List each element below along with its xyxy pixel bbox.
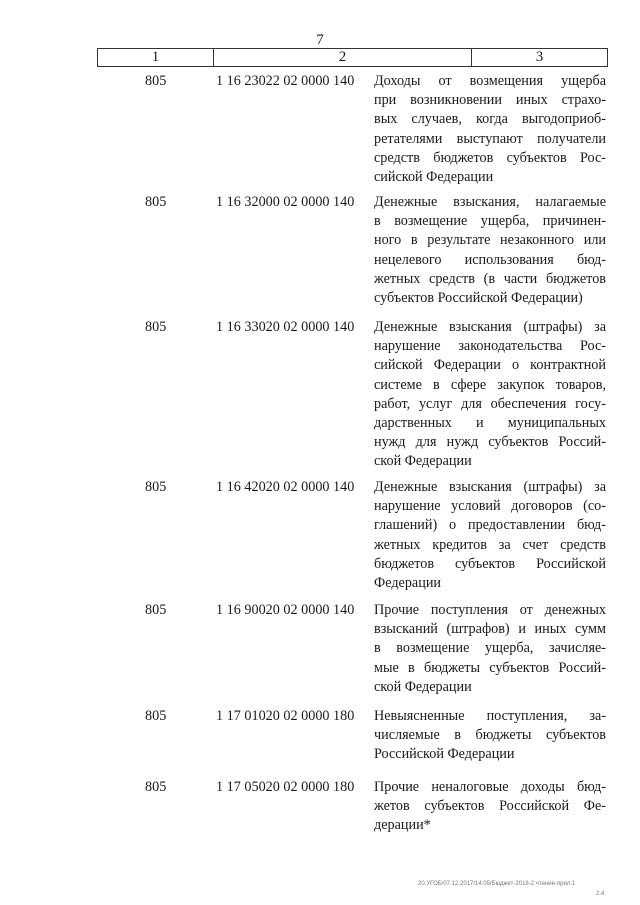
income-description [374, 478, 606, 593]
description-line: мые в бюджеты субъектов Россий- [374, 659, 606, 676]
description-line: жетных кредитов за счет средств [374, 536, 606, 553]
budget-classification-code: 1 17 05020 02 0000 180 [216, 779, 355, 795]
admin-code: 805 [145, 779, 167, 795]
description-line: жетных средств (в части бюджетов [374, 270, 606, 287]
description-line: средств бюджетов субъектов Рос- [374, 149, 606, 166]
description-line: сийской Федерации [374, 169, 494, 186]
description-line: ного в результате незаконного или [374, 232, 606, 249]
description-line: Прочие поступления от денежных [374, 602, 606, 618]
description-line: числяемые в бюджеты субъектов [374, 727, 606, 744]
table-header [97, 48, 608, 67]
description-line: нецелевого использования бюд- [374, 251, 606, 268]
description-line: работ, услуг для обеспечения госу- [374, 395, 606, 412]
description-line: Доходы от возмещения ущерба [374, 73, 606, 89]
income-description [374, 72, 606, 187]
description-line: в возмещение ущерба, причинен- [374, 213, 606, 230]
description-line: Денежные взыскания (штрафы) за [374, 319, 606, 335]
budget-classification-code: 1 16 33020 02 0000 140 [216, 319, 355, 335]
description-line: вых случаев, когда выгодоприоб- [374, 111, 606, 128]
budget-classification-code: 1 16 23022 02 0000 140 [216, 73, 355, 89]
description-line: Денежные взыскания (штрафы) за [374, 479, 606, 495]
admin-code: 805 [145, 602, 167, 618]
description-line: взысканий (штрафов) и иных сумм [374, 621, 606, 638]
description-line: нарушение условий договоров (со- [374, 498, 606, 515]
description-line: дерации* [374, 817, 431, 834]
budget-classification-code: 1 17 01020 02 0000 180 [216, 708, 355, 724]
page-number: 7 [316, 32, 324, 48]
description-line: нарушение законодательства Рос- [374, 338, 606, 355]
description-line: ской Федерации [374, 453, 472, 470]
description-line: дарственных и муниципальных [374, 415, 606, 432]
description-line: при возникновении иных страхо- [374, 92, 606, 109]
description-line: сийской Федерации о контрактной [374, 357, 606, 374]
header-col-3: 3 [535, 49, 544, 65]
description-line: Денежные взыскания, налагаемые [374, 194, 606, 210]
header-col-1: 1 [98, 49, 214, 66]
admin-code: 805 [145, 194, 167, 210]
description-line: нужд для нужд субъектов Россий- [374, 434, 606, 451]
description-line: системе в сфере закупок товаров, [374, 376, 606, 393]
description-line: ской Федерации [374, 678, 472, 695]
budget-classification-code: 1 16 90020 02 0000 140 [216, 602, 355, 618]
income-description [374, 193, 606, 308]
income-description [374, 318, 606, 472]
description-line: субъектов Российской Федерации) [374, 290, 583, 307]
budget-classification-code: 1 16 42020 02 0000 140 [216, 479, 355, 495]
file-version-note: 2.4 [596, 891, 605, 897]
header-col-2: 2 [214, 49, 472, 66]
description-line: ретателями выступают получатели [374, 130, 606, 147]
admin-code: 805 [145, 319, 167, 335]
description-line: Российской Федерации [374, 746, 515, 763]
description-line: жетов субъектов Российской Фе- [374, 798, 606, 815]
description-line: Прочие неналоговые доходы бюд- [374, 779, 606, 795]
admin-code: 805 [145, 73, 167, 89]
admin-code: 805 [145, 479, 167, 495]
file-path-note: 20.УГОБ/07.12.2017/14:05/Бюджет-2018-2 чтение-прил.1 [418, 881, 576, 887]
budget-classification-code: 1 16 32000 02 0000 140 [216, 194, 355, 210]
income-description [374, 707, 606, 765]
description-line: Федерации [374, 575, 442, 592]
description-line: бюджетов субъектов Российской [374, 555, 606, 572]
description-line: Невыясненные поступления, за- [374, 708, 606, 724]
income-description [374, 601, 606, 697]
income-description [374, 778, 606, 836]
description-line: глашений) о предоставлении бюд- [374, 517, 606, 534]
description-line: в возмещение ущерба, зачисляе- [374, 640, 606, 657]
admin-code: 805 [145, 708, 167, 724]
